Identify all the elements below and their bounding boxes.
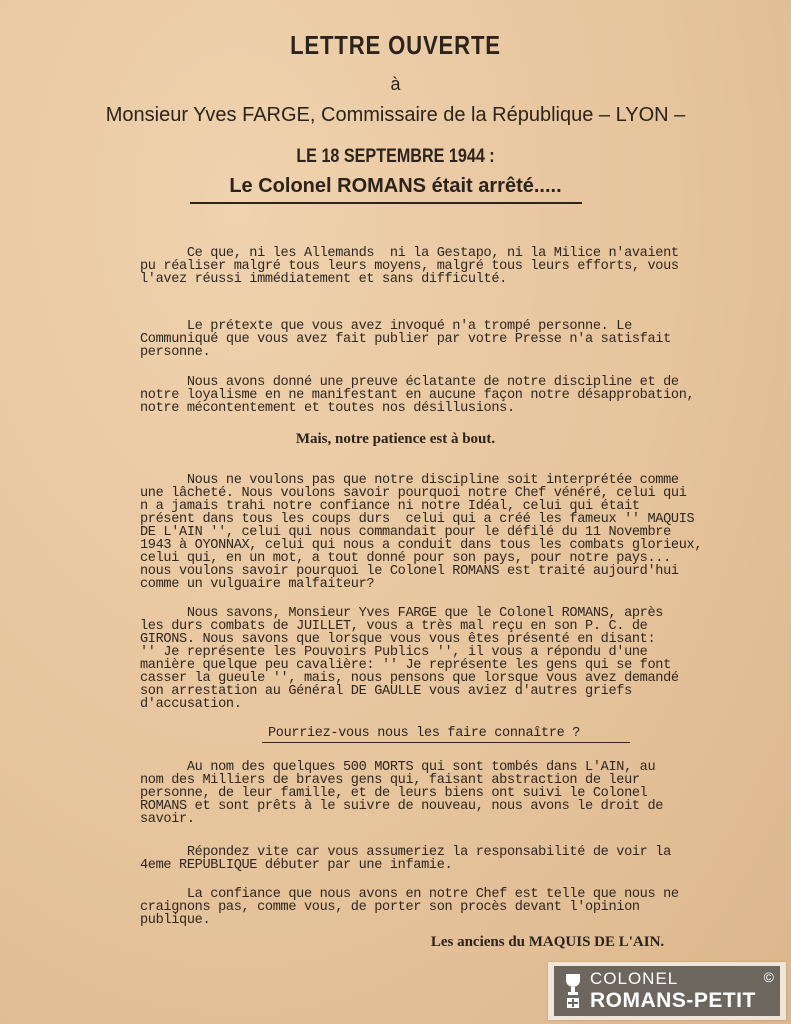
paragraph-3: Nous avons donné une preuve éclatante de notre discipline et de notre loyalisme en ne manifestant en aucune façon notre désapprobation, notre mécontentement et toutes nos désillusions. bbox=[140, 375, 695, 416]
logo-line-2: ROMANS-PETIT bbox=[590, 989, 756, 1012]
watermark-logo bbox=[548, 962, 786, 1020]
paragraph-4: Nous ne voulons pas que notre discipline soit interprétée comme une lâcheté. Nous voulons savoir pourquoi notre Chef vénéré, celui qui n a jamais trahi notre confiance ni notre Idéal, celui qui était présent dans tous les coups durs celui qui a créé les fameux '' MAQUIS DE L'AIN '', celui qui nous commandait pour le défilé du 11 Novembre 1943 à OYONNAX, celui qui nous a conduit dans tous les combats glorieux, celui qui, en un mot, a tout donné pour son pays, pour notre pays... nous voulons savoir pourquoi le Colonel ROMANS est traité aujourd'hui comme un vulguaire malfaiteur? bbox=[140, 473, 703, 592]
question-underline bbox=[262, 742, 630, 743]
letter-headline: Le Colonel ROMANS était arrêté..... bbox=[229, 175, 562, 197]
paragraph-8: La confiance que nous avons en notre Chef est telle que nous ne craignons pas, comme vous, de porter son procès devant l'opinion publique. bbox=[140, 887, 679, 928]
paragraph-5: Nous savons, Monsieur Yves FARGE que le Colonel ROMANS, après les durs combats de JUILLET, vous a très mal reçu en son P. C. de GIRONS. Nous savons que lorsque vous vous êtes présenté en disant: '' Je représente les Pouvoirs Publics '', il vous a répondu d'une manière quelque peu cavalière: '' Je représente les gens qui se font casser la gueule '', mais, nous pensons que lorsque vous avez demandé son arrestation au Général DE GAULLE vous aviez d'autres griefs d'accusation. bbox=[140, 606, 679, 712]
headline-underline bbox=[190, 202, 582, 204]
letter-recipient-prefix: à bbox=[390, 74, 401, 94]
logo-badge bbox=[554, 966, 780, 1016]
copyright-mark: © bbox=[763, 969, 774, 985]
paragraph-1: Ce que, ni les Allemands ni la Gestapo, ni la Milice n'avaient pu réaliser malgré tous leurs moyens, malgré tous leurs efforts, vous l'avez réussi immédiatement et sans difficulté. bbox=[140, 246, 679, 287]
logo-line-1: COLONEL bbox=[590, 969, 679, 988]
patience-statement: Mais, notre patience est à bout. bbox=[295, 431, 496, 447]
paragraph-6: Au nom des quelques 500 MORTS qui sont tombés dans L'AIN, au nom des Milliers de braves gens qui, faisant abstraction de leur personne, de leur famille, et de leurs biens ont suivi le Colonel ROMANS et sont prêts à le suivre de nouveau, nous avons le droit de savoir. bbox=[140, 760, 664, 827]
paragraph-2: Le prétexte que vous avez invoqué n'a trompé personne. Le Communiqué que vous avez fait publier par votre Presse n'a satisfait personne. bbox=[140, 319, 671, 360]
letter-title: LETTRE OUVERTE bbox=[290, 30, 501, 60]
signature: Les anciens du MAQUIS DE L'AIN. bbox=[430, 934, 665, 950]
question-line: Pourriez-vous nous les faire connaître ? bbox=[268, 726, 581, 741]
trophy-icon bbox=[564, 972, 582, 1015]
letter-recipient: Monsieur Yves FARGE, Commissaire de la République – LYON – bbox=[105, 104, 686, 126]
paragraph-7: Répondez vite car vous assumeriez la responsabilité de voir la 4eme REPUBLIQUE débuter par une infamie. bbox=[140, 845, 671, 873]
letter-date: LE 18 SEPTEMBRE 1944 : bbox=[296, 146, 495, 167]
